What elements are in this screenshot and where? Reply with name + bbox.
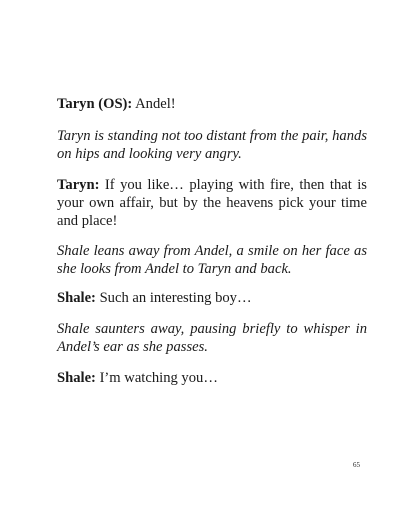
speaker-name: Shale: bbox=[57, 370, 96, 386]
speaker-name: Shale: bbox=[57, 290, 96, 306]
stage-direction: Taryn is standing not too distant from the pair, hands on hips and looking very angry. bbox=[57, 128, 367, 162]
dialogue-shale bbox=[57, 289, 367, 307]
dialogue-taryn-os bbox=[57, 95, 367, 113]
speaker-name: Taryn (OS): bbox=[57, 96, 133, 112]
stage-direction: Shale leans away from Andel, a smile on her face as she looks from Andel to Taryn and back. bbox=[57, 243, 367, 277]
dialogue-text: Andel! bbox=[132, 96, 176, 112]
dialogue-shale bbox=[57, 369, 367, 387]
dialogue-taryn bbox=[57, 176, 367, 230]
dialogue-text: Such an interesting boy… bbox=[95, 290, 252, 306]
dialogue-text: If you like… playing with fire, then that is your own affair, but by the heavens pick your time and place! bbox=[57, 177, 367, 229]
stage-direction: Shale saunters away, pausing briefly to whisper in Andel’s ear as she passes. bbox=[57, 321, 367, 355]
speaker-name: Taryn: bbox=[57, 177, 100, 193]
page-number: 65 bbox=[353, 461, 360, 469]
dialogue-text: I’m watching you… bbox=[95, 370, 218, 386]
